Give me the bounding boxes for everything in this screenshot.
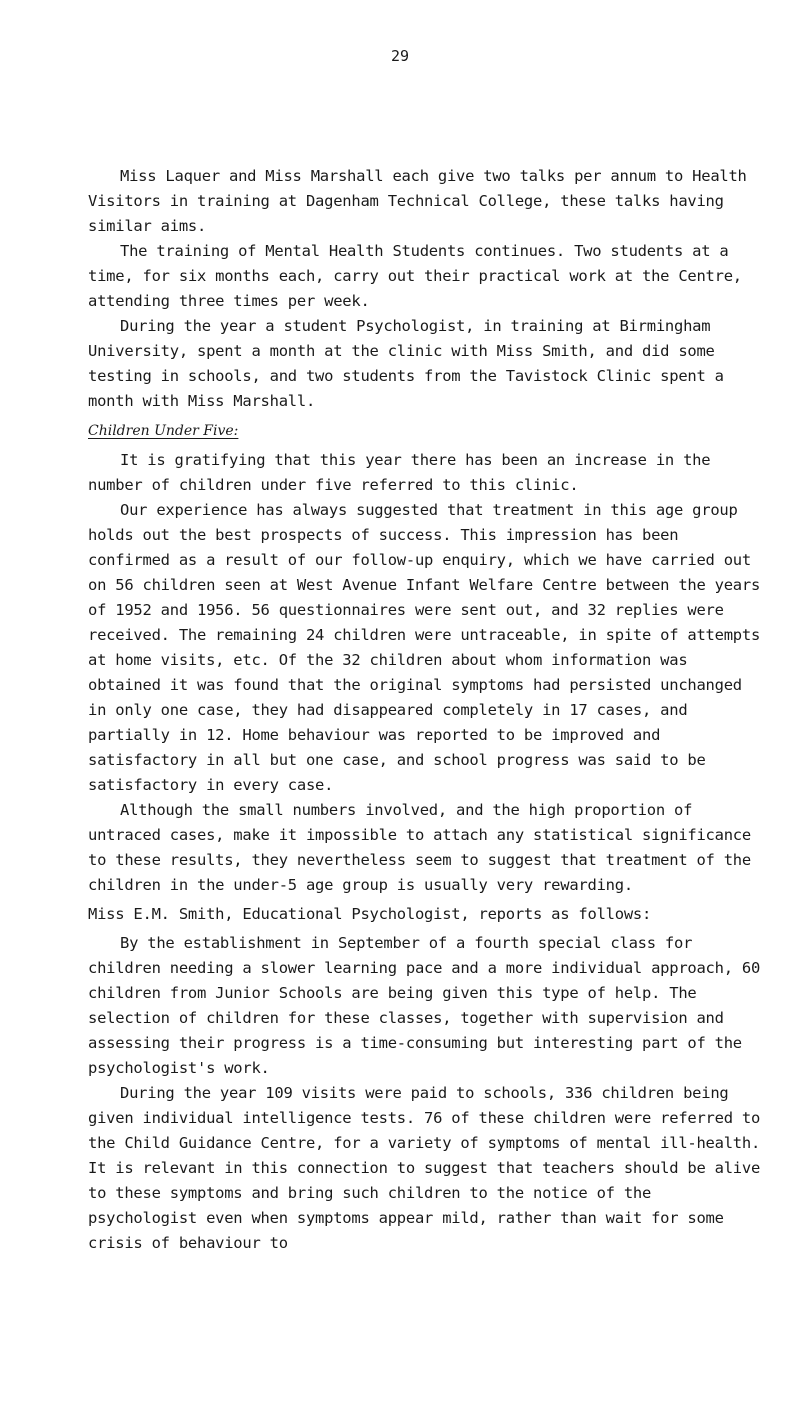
paragraph-mental-health-students: The training of Mental Health Students continues. Two students at a time, for six months each, carry out their practical work at the Centre, attending three times per week. [88, 242, 742, 310]
paragraph-school-visits: During the year 109 visits were paid to schools, 336 children being given individual intelligence tests. 76 of these children were referred to the Child Guidance Centre, for a variety of symptoms of mental ill-health. It is relevant in this connection to suggest that teachers should be alive to these symptoms and bring such children to the notice of the psychologist even when symptoms appear mild, rather than wait for some crisis of behaviour to [88, 1084, 761, 1252]
page-number: 29 [390, 47, 410, 65]
document-body [88, 164, 768, 1256]
report-intro: Miss E.M. Smith, Educational Psychologist, reports as follows: [88, 905, 652, 923]
section-heading-children-under-five: Children Under Five: [88, 423, 239, 439]
paragraph-student-psychologist: During the year a student Psychologist, in training at Birmingham University, spent a month at the clinic with Miss Smith, and did some testing in schools, and two students from the Tavistock Clinic spent a month with Miss Marshall. [88, 317, 724, 410]
paragraph-health-visitors: Miss Laquer and Miss Marshall each give two talks per annum to Health Visitors in training at Dagenham Technical College, these talks having similar aims. [88, 167, 747, 235]
paragraph-special-class: By the establishment in September of a fourth special class for children needing a slower learning pace and a more individual approach, 60 children from Junior Schools are being given this type of help. The selection of children for these classes, together with supervision and assessing their progress is a time-consuming but interesting part of the psychologist's work. [88, 934, 761, 1077]
paragraph-statistical-significance: Although the small numbers involved, and the high proportion of untraced cases, make it impossible to attach any statistical significance to these results, they nevertheless seem to suggest that treatment of the children in the under-5 age group is usually very rewarding. [88, 801, 751, 894]
paragraph-follow-up-enquiry: Our experience has always suggested that treatment in this age group holds out the best prospects of success. This impression has been confirmed as a result of our follow-up enquiry, which we have carried out on 56 children seen at West Avenue Infant Welfare Centre between the years of 1952 and 1956. 56 questionnaires were sent out, and 32 replies were received. The remaining 24 children were untraceable, in spite of attempts at home visits, etc. Of the 32 children about whom information was obtained it was found that the original symptoms had persisted unchanged in only one case, they had disappeared completely in 17 cases, and partially in 12. Home behaviour was reported to be improved and satisfactory in all but one case, and school progress was said to be satisfactory in every case. [88, 501, 761, 794]
paragraph-increase-referrals: It is gratifying that this year there has been an increase in the number of children under five referred to this clinic. [88, 451, 711, 494]
